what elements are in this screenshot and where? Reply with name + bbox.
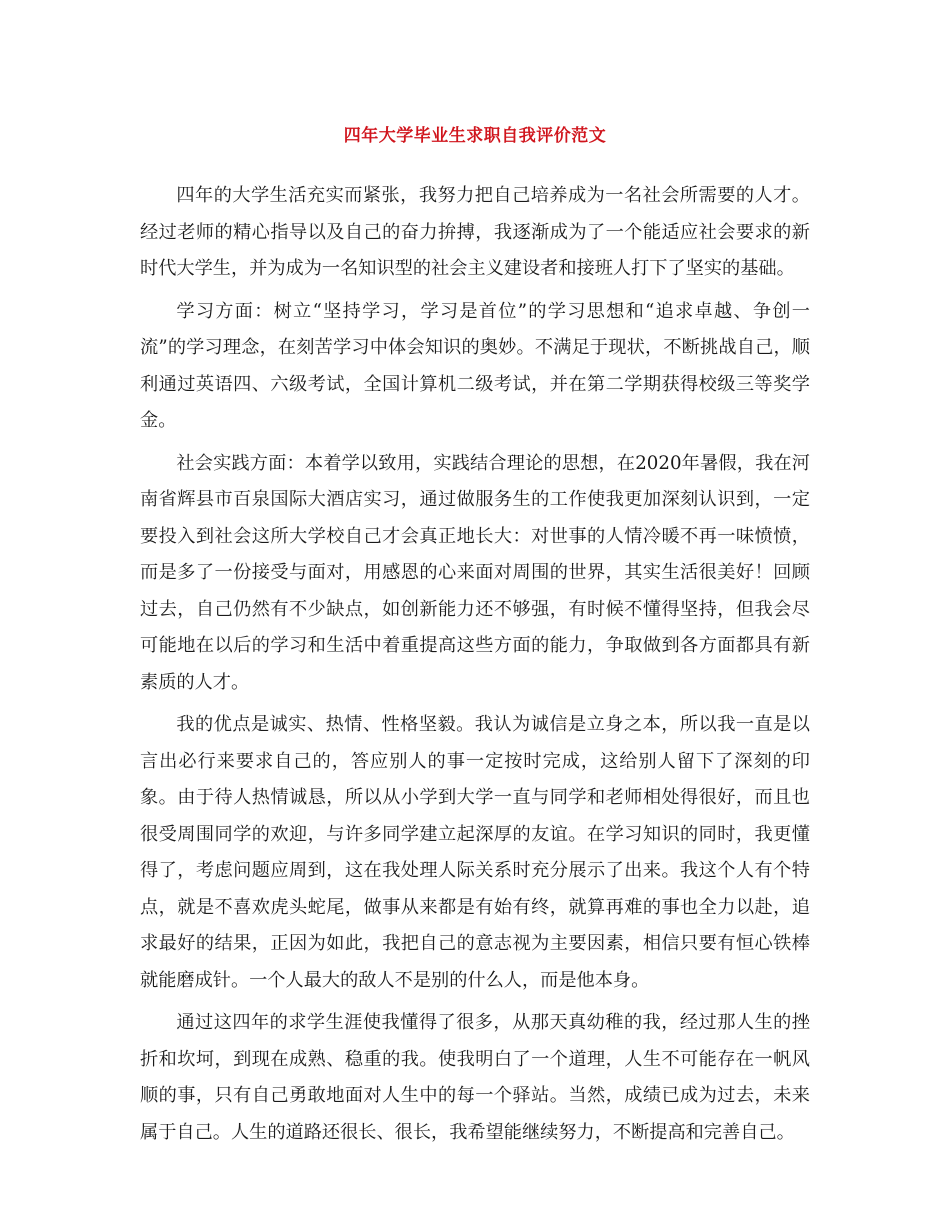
paragraph-social-practice: 社会实践方面：本着学以致用，实践结合理论的思想，在2020年暑假，我在河南省辉县市百泉国际大酒店实习，通过做服务生的工作使我更加深刻认识到，一定要投入到社会这所大学校自己才会真正地长大：对世事的人情冷暖不再一味愤愤，而是多了一份接受与面对，用感恩的心来面对周围的世界，其实生活很美好！回顾过去，自己仍然有不少缺点，如创新能力还不够强，有时候不懂得坚持，但我会尽可能地在以后的学习和生活中着重提高这些方面的能力，争取做到各方面都具有新素质的人才。 (140, 452, 810, 693)
document-page (140, 118, 810, 1157)
paragraph-study: 学习方面：树立“坚持学习，学习是首位”的学习思想和“追求卓越、争创一流”的学习理念，在刻苦学习中体会知识的奥妙。不满足于现状，不断挑战自己，顺利通过英语四、六级考试，全国计算机二级考试，并在第二学期获得校级三等奖学金。 (140, 300, 810, 431)
paragraph-intro: 四年的大学生活充实而紧张，我努力把自己培养成为一名社会所需要的人才。经过老师的精心指导以及自己的奋力拚搏，我逐渐成为了一个能适应社会要求的新时代大学生，并为成为一名知识型的社会主义建设者和接班人打下了坚实的基础。 (140, 185, 810, 279)
paragraph-conclusion: 通过这四年的求学生涯使我懂得了很多，从那天真幼稚的我，经过那人生的挫折和坎坷，到现在成熟、稳重的我。使我明白了一个道理，人生不可能存在一帆风顺的事，只有自己勇敢地面对人生中的每一个驿站。当然，成绩已成为过去，未来属于自己。人生的道路还很长、很长，我希望能继续努力，不断提高和完善自己。 (140, 1012, 810, 1143)
paragraph-strengths: 我的优点是诚实、热情、性格坚毅。我认为诚信是立身之本，所以我一直是以言出必行来要求自己的，答应别人的事一定按时完成，这给别人留下了深刻的印象。由于待人热情诚恳，所以从小学到大学一直与同学和老师相处得很好，而且也很受周围同学的欢迎，与许多同学建立起深厚的友谊。在学习知识的同时，我更懂得了，考虑问题应周到，这在我处理人际关系时充分展示了出来。我这个人有个特点，就是不喜欢虎头蛇尾，做事从来都是有始有终，就算再难的事也全力以赴，追求最好的结果，正因为如此，我把自己的意志视为主要因素，相信只要有恒心铁棒就能磨成针。一个人最大的敌人不是别的什么人，而是他本身。 (140, 714, 810, 991)
document-title: 四年大学毕业生求职自我评价范文 (343, 126, 607, 146)
